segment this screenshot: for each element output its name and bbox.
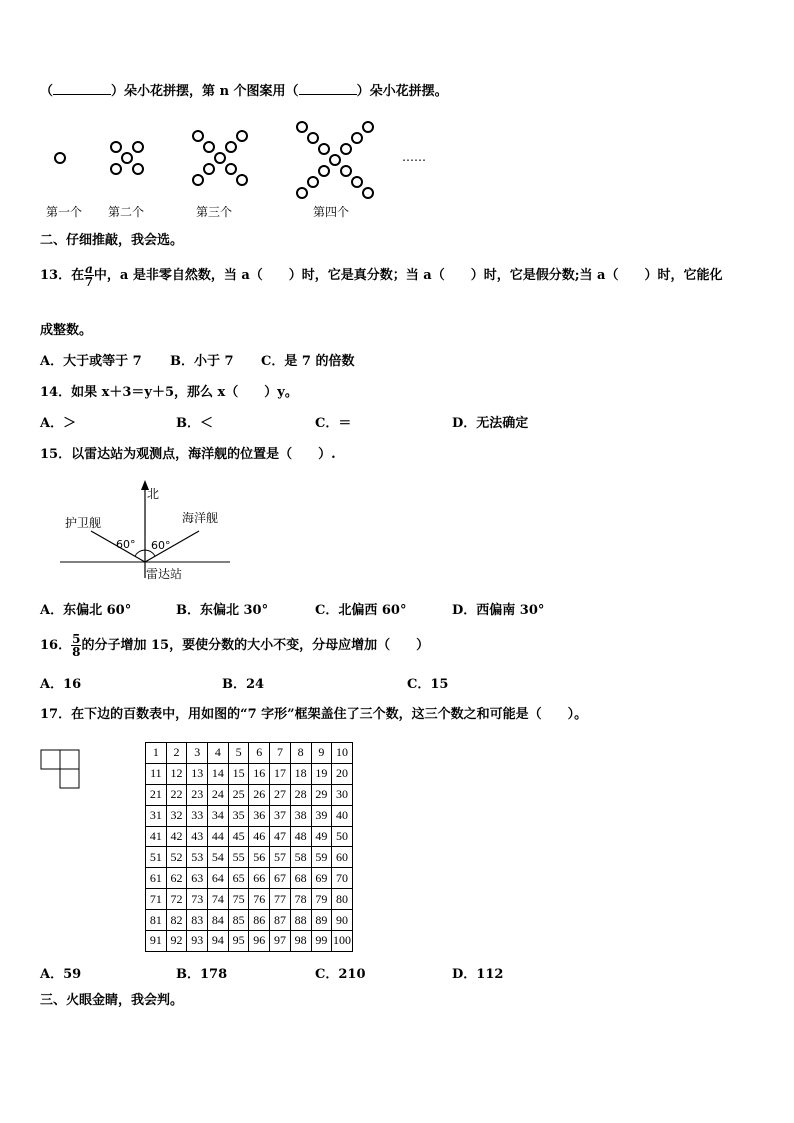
table-cell: 6 <box>249 743 270 764</box>
table-cell: 19 <box>311 763 332 784</box>
table-cell: 92 <box>166 931 187 952</box>
table-cell: 42 <box>166 826 187 847</box>
table-cell: 34 <box>208 805 229 826</box>
q17-option-c[interactable]: C．210 <box>315 967 366 982</box>
section-2-title: 二、仔细推敲，我会选。 <box>40 233 184 248</box>
q16-option-c[interactable]: C．15 <box>407 677 449 692</box>
seven-shape-frame-icon <box>40 749 85 791</box>
table-cell: 89 <box>311 910 332 931</box>
table-cell: 86 <box>249 910 270 931</box>
q16-stem <box>40 633 429 658</box>
table-cell: 24 <box>208 784 229 805</box>
table-cell: 48 <box>290 826 311 847</box>
table-cell: 47 <box>270 826 291 847</box>
table-cell: 93 <box>187 931 208 952</box>
table-cell: 69 <box>311 868 332 889</box>
table-cell: 96 <box>249 931 270 952</box>
figure-label-2: 第二个 <box>108 205 145 219</box>
q12-text-b: ）朵小花拼摆，第 <box>111 84 216 99</box>
q16-stem-text: 的分子增加 15，要使分数的大小不变，分母应增加（ ） <box>81 638 430 653</box>
ocean-ship-label: 海洋舰 <box>182 511 219 525</box>
q15-option-a[interactable]: A．东偏北 60° <box>40 603 132 618</box>
north-label: 北 <box>147 487 160 501</box>
table-cell: 78 <box>290 889 311 910</box>
fraction-denominator: 8 <box>72 645 81 659</box>
table-cell: 61 <box>146 868 167 889</box>
q12-text-a: （ <box>40 84 54 99</box>
flower-circle <box>55 153 65 163</box>
fraction-denominator: 7 <box>84 275 94 289</box>
table-cell: 38 <box>290 805 311 826</box>
q16-number: 16． <box>40 638 72 653</box>
table-cell: 91 <box>146 931 167 952</box>
figure-label-1: 第一个 <box>46 205 83 219</box>
table-cell: 53 <box>187 847 208 868</box>
table-cell: 98 <box>290 931 311 952</box>
q15-option-b[interactable]: B．东偏北 30° <box>176 603 269 618</box>
section-3-title: 三、火眼金睛，我会判。 <box>40 993 184 1008</box>
q17-option-b[interactable]: B．178 <box>176 967 228 982</box>
angle-left-label: 60° <box>116 538 136 551</box>
q14-option-a[interactable]: A．＞ <box>40 416 77 431</box>
figure-label-3: 第三个 <box>196 205 233 219</box>
table-cell: 37 <box>270 805 291 826</box>
table-cell: 33 <box>187 805 208 826</box>
table-row <box>146 805 353 826</box>
table-cell: 13 <box>187 763 208 784</box>
table-cell: 8 <box>290 743 311 764</box>
answer-blank[interactable] <box>299 82 357 95</box>
table-cell: 50 <box>332 826 353 847</box>
table-cell: 84 <box>208 910 229 931</box>
table-cell: 71 <box>146 889 167 910</box>
q15-option-c[interactable]: C．北偏西 60° <box>315 603 407 618</box>
table-cell: 7 <box>270 743 291 764</box>
table-cell: 62 <box>166 868 187 889</box>
table-cell: 79 <box>311 889 332 910</box>
table-cell: 52 <box>166 847 187 868</box>
table-cell: 57 <box>270 847 291 868</box>
q12-n-var: n <box>219 84 230 99</box>
table-row <box>146 784 353 805</box>
table-row <box>146 910 353 931</box>
table-cell: 67 <box>270 868 291 889</box>
table-cell: 9 <box>311 743 332 764</box>
q12-text-d: ）朵小花拼摆。 <box>356 84 448 99</box>
table-cell: 73 <box>187 889 208 910</box>
q13-fraction <box>84 263 94 288</box>
table-cell: 83 <box>187 910 208 931</box>
table-cell: 59 <box>311 847 332 868</box>
table-cell: 87 <box>270 910 291 931</box>
table-cell: 99 <box>311 931 332 952</box>
table-cell: 29 <box>311 784 332 805</box>
q13-option-b[interactable]: B．小于 7 <box>170 354 234 369</box>
table-cell: 3 <box>187 743 208 764</box>
table-cell: 65 <box>228 868 249 889</box>
figure-label-4: 第四个 <box>313 205 350 219</box>
table-cell: 80 <box>332 889 353 910</box>
table-cell: 23 <box>187 784 208 805</box>
table-cell: 39 <box>311 805 332 826</box>
table-cell: 27 <box>270 784 291 805</box>
table-cell: 77 <box>270 889 291 910</box>
table-row <box>146 847 353 868</box>
q12-text-c: 个图案用（ <box>233 84 299 99</box>
table-cell: 70 <box>332 868 353 889</box>
table-cell: 26 <box>249 784 270 805</box>
flower-pattern-figure <box>40 115 460 225</box>
table-cell: 43 <box>187 826 208 847</box>
q12-tail-line <box>40 82 448 101</box>
table-cell: 74 <box>208 889 229 910</box>
q14-option-b[interactable]: B．＜ <box>176 416 213 431</box>
table-cell: 44 <box>208 826 229 847</box>
table-cell: 76 <box>249 889 270 910</box>
q13-number: 13．在 <box>40 268 85 283</box>
table-cell: 63 <box>187 868 208 889</box>
table-cell: 14 <box>208 763 229 784</box>
table-cell: 1 <box>146 743 167 764</box>
table-cell: 81 <box>146 910 167 931</box>
table-cell: 12 <box>166 763 187 784</box>
table-cell: 56 <box>249 847 270 868</box>
q16-fraction <box>71 633 81 658</box>
table-cell: 45 <box>228 826 249 847</box>
table-cell: 22 <box>166 784 187 805</box>
table-cell: 36 <box>249 805 270 826</box>
table-cell: 95 <box>228 931 249 952</box>
table-cell: 31 <box>146 805 167 826</box>
table-cell: 72 <box>166 889 187 910</box>
table-cell: 64 <box>208 868 229 889</box>
escort-ship-label: 护卫舰 <box>65 516 102 530</box>
table-cell: 85 <box>228 910 249 931</box>
table-cell: 100 <box>332 931 353 952</box>
table-cell: 25 <box>228 784 249 805</box>
table-cell: 28 <box>290 784 311 805</box>
table-row <box>146 931 353 952</box>
table-cell: 54 <box>208 847 229 868</box>
table-cell: 94 <box>208 931 229 952</box>
table-cell: 4 <box>208 743 229 764</box>
table-cell: 75 <box>228 889 249 910</box>
q13-option-a[interactable]: A．大于或等于 7 <box>40 354 142 369</box>
table-cell: 58 <box>290 847 311 868</box>
table-cell: 2 <box>166 743 187 764</box>
table-cell: 49 <box>311 826 332 847</box>
table-cell: 66 <box>249 868 270 889</box>
table-cell: 88 <box>290 910 311 931</box>
table-cell: 11 <box>146 763 167 784</box>
table-cell: 5 <box>228 743 249 764</box>
q13-stem-cont: 成整数。 <box>40 323 93 338</box>
answer-blank[interactable] <box>53 82 111 95</box>
figure-ellipsis: …… <box>402 150 426 164</box>
table-cell: 16 <box>249 763 270 784</box>
fraction-numerator: 5 <box>72 632 81 646</box>
table-cell: 20 <box>332 763 353 784</box>
q13-stem <box>40 263 722 288</box>
table-row <box>146 826 353 847</box>
table-cell: 68 <box>290 868 311 889</box>
table-row <box>146 889 353 910</box>
table-cell: 82 <box>166 910 187 931</box>
radar-direction-diagram <box>55 478 245 588</box>
table-cell: 55 <box>228 847 249 868</box>
table-cell: 17 <box>270 763 291 784</box>
hundred-number-table <box>145 742 353 952</box>
q14-option-c[interactable]: C．＝ <box>315 416 352 431</box>
q16-option-b[interactable]: B．24 <box>222 677 265 692</box>
table-cell: 21 <box>146 784 167 805</box>
q15-stem: 15．以雷达站为观测点，海洋舰的位置是（ ）. <box>40 447 336 462</box>
angle-right-label: 60° <box>151 539 171 552</box>
table-cell: 90 <box>332 910 353 931</box>
q13-option-c[interactable]: C．是 7 的倍数 <box>261 354 355 369</box>
table-cell: 60 <box>332 847 353 868</box>
table-cell: 97 <box>270 931 291 952</box>
q13-stem-text: 中，a 是非零自然数，当 a（ ）时，它是真分数；当 a（ ）时，它是假分数;当 a（ ）时，它能化 <box>93 268 723 283</box>
table-cell: 41 <box>146 826 167 847</box>
q14-stem: 14．如果 x＋3＝y＋5，那么 x（ ）y。 <box>40 385 298 400</box>
table-cell: 30 <box>332 784 353 805</box>
q17-option-d[interactable]: D．112 <box>452 967 504 982</box>
table-cell: 32 <box>166 805 187 826</box>
fraction-numerator: a <box>85 262 93 276</box>
q15-option-d[interactable]: D．西偏南 30° <box>452 603 545 618</box>
q17-option-a[interactable]: A．59 <box>40 967 82 982</box>
radar-station-label: 雷达站 <box>146 567 183 581</box>
table-cell: 35 <box>228 805 249 826</box>
q16-option-a[interactable]: A．16 <box>40 677 82 692</box>
q17-stem: 17．在下边的百数表中，用如图的“7 字形”框架盖住了三个数，这三个数之和可能是（ ）。 <box>40 707 588 722</box>
table-cell: 15 <box>228 763 249 784</box>
table-row <box>146 868 353 889</box>
table-cell: 51 <box>146 847 167 868</box>
table-cell: 46 <box>249 826 270 847</box>
table-cell: 10 <box>332 743 353 764</box>
table-row <box>146 743 353 764</box>
table-row <box>146 763 353 784</box>
table-cell: 18 <box>290 763 311 784</box>
q14-option-d[interactable]: D．无法确定 <box>452 416 529 431</box>
table-cell: 40 <box>332 805 353 826</box>
